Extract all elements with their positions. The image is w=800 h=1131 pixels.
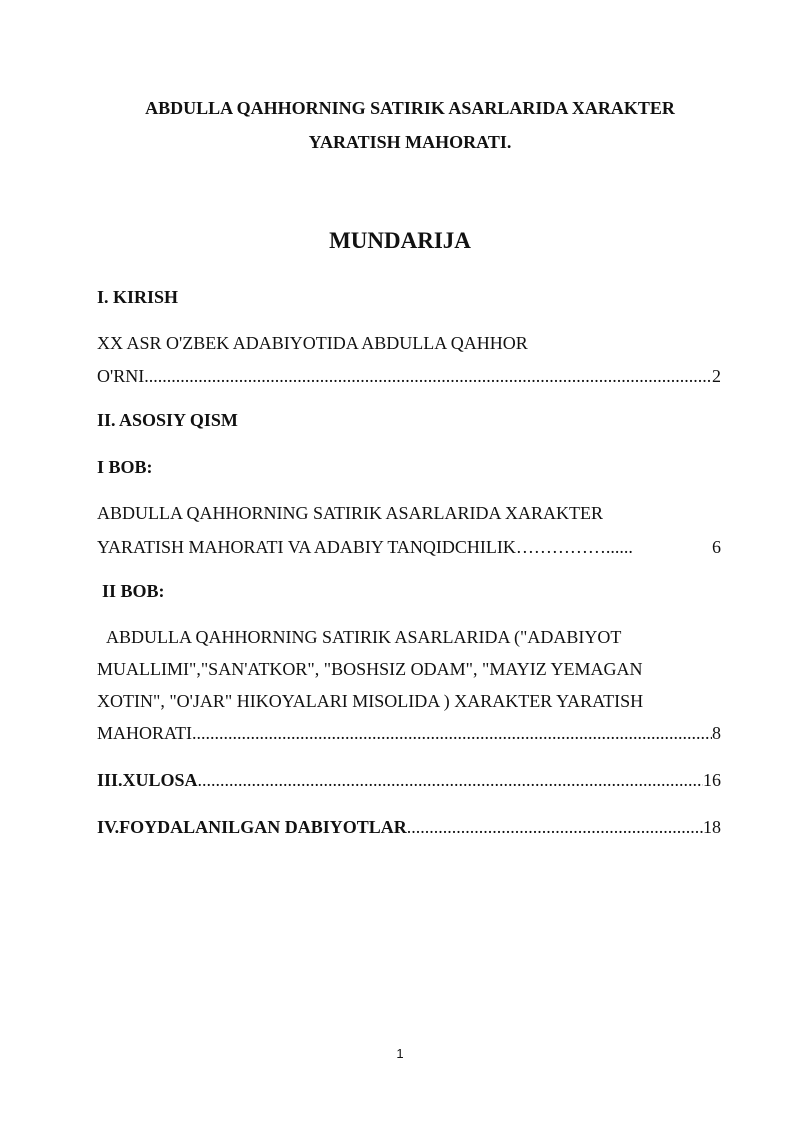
- toc-page-number: 16: [703, 770, 721, 790]
- dot-leader: [192, 721, 712, 745]
- dot-leader: [198, 768, 703, 792]
- toc-entry-kirish-line-2: [97, 364, 721, 388]
- toc-entry-bob1-line-2: [97, 535, 721, 559]
- toc-entry-text: YARATISH MAHORATI VA ADABIY TANQIDCHILIK……………......: [97, 537, 633, 557]
- document-title-line-1: ABDULLA QAHHORNING SATIRIK ASARLARIDA XARAKTER: [145, 98, 675, 118]
- toc-entry-text: IV.FOYDALANILGAN DABIYOTLAR: [97, 817, 407, 837]
- toc-page-number: 2: [712, 366, 721, 386]
- toc-entry-bob2-line-2: MUALLIMI","SAN'ATKOR", "BOSHSIZ ODAM", "MAYIZ YEMAGAN: [97, 659, 643, 679]
- toc-entry-bob2-line-4: [97, 721, 721, 745]
- toc-entry-text: III.XULOSA: [97, 770, 198, 790]
- document-title-line-2: YARATISH MAHORATI.: [308, 132, 512, 152]
- toc-entry-text: O'RNI: [97, 366, 145, 386]
- toc-chapter-2: II BOB:: [102, 581, 165, 601]
- toc-entry-text: MAHORATI: [97, 723, 193, 743]
- toc-entry-bob2-line-3: XOTIN", "O'JAR" HIKOYALARI MISOLIDA ) XARAKTER YARATISH: [97, 691, 644, 711]
- toc-entry-bob1-line-1: ABDULLA QAHHORNING SATIRIK ASARLARIDA XARAKTER: [97, 503, 604, 523]
- toc-entry-kirish-line-1: XX ASR O'ZBEK ADABIYOTIDA ABDULLA QAHHOR: [97, 333, 528, 353]
- toc-section-kirish: I. KIRISH: [97, 287, 179, 307]
- contents-heading: MUNDARIJA: [329, 228, 471, 253]
- toc-page-number: 6: [712, 537, 721, 557]
- toc-page-number: 18: [703, 817, 721, 837]
- toc-page-number: 8: [712, 723, 721, 743]
- dot-leader: [407, 815, 703, 839]
- toc-section-asosiy: II. ASOSIY QISM: [97, 410, 238, 430]
- toc-entry-adabiyotlar: [97, 815, 721, 839]
- dot-leader: [144, 364, 712, 388]
- page-number: 1: [396, 1046, 404, 1061]
- toc-entry-xulosa: [97, 768, 721, 792]
- toc-chapter-1: I BOB:: [97, 457, 153, 477]
- toc-entry-bob2-line-1: ABDULLA QAHHORNING SATIRIK ASARLARIDA ("ADABIYOT: [106, 627, 622, 647]
